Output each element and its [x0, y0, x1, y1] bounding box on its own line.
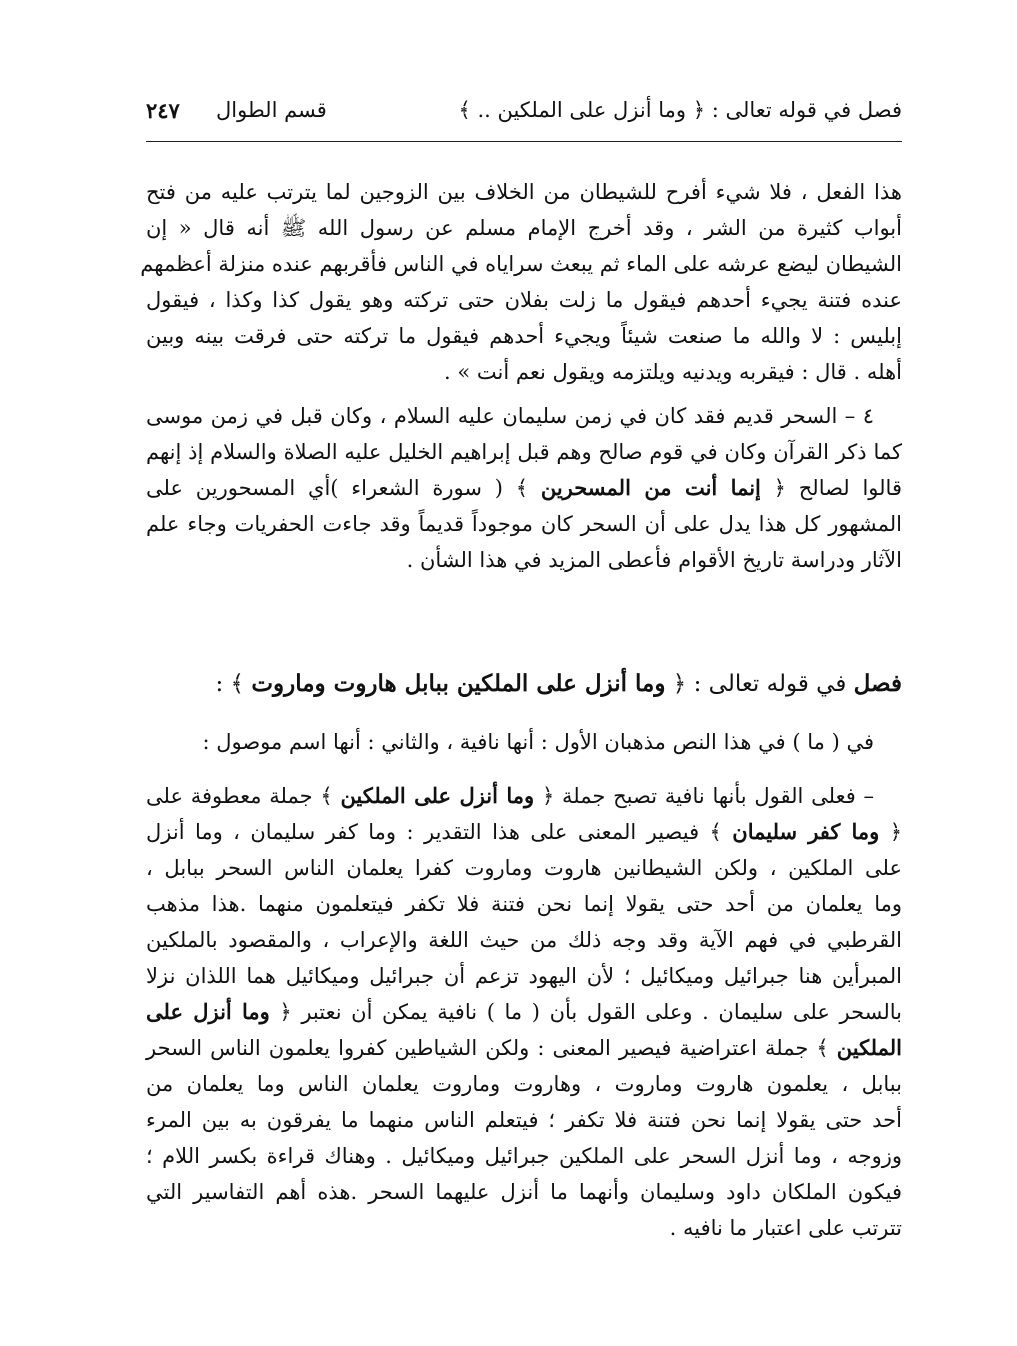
- text-line: [146, 1066, 902, 1102]
- text-line: [146, 886, 902, 922]
- text-segment: الشيطان ليضع عرشه على الماء ثم يبعث سراياه في الناس فأقربهم عنده منزلة أعظمهم: [140, 252, 902, 276]
- text-segment: على الملكين ، ولكن الشيطانين هاروت وماروت كفرا يعلمان الناس السحر ببابل ،: [146, 856, 902, 880]
- text-line: [140, 246, 902, 282]
- quran-verse-text: وما أنزل على: [146, 999, 270, 1024]
- quran-verse-text: وما كفر سليمان: [732, 819, 880, 844]
- text-segment: – فعلى القول بأنها نافية تصبح جملة ﴿: [534, 784, 875, 808]
- text-segment: قالوا لصالح ﴿: [760, 476, 902, 500]
- text-segment: وزوجه ، وما أنزل السحر على الملكين جبرائيل وميكائيل . وهناك قراءة بكسر اللام ؛: [146, 1144, 902, 1168]
- text-line: [146, 354, 902, 390]
- quran-verse-text: وما أنزل على الملكين ببابل هاروت وماروت: [251, 670, 666, 697]
- text-line: [146, 318, 902, 354]
- text-line: [146, 724, 902, 760]
- text-segment: كما ذكر القرآن وكان في قوم صالح وهم قبل إبراهيم الخليل عليه الصلاة والسلام إذ إنهم: [146, 440, 902, 464]
- page-header: [146, 98, 902, 134]
- text-segment: في ( ما ) في هذا النص مذهبان الأول : أنها نافية ، والثاني : أنها اسم موصول :: [202, 730, 874, 754]
- quran-verse-text: إنما أنت من المسحرين: [540, 475, 761, 500]
- text-segment: ﴾ :: [215, 671, 252, 697]
- section-heading: [146, 664, 902, 704]
- text-line: [146, 470, 902, 506]
- section-continuation: [140, 174, 902, 578]
- text-line: [146, 1030, 902, 1066]
- text-segment: ﴾ جملة معطوفة على: [146, 784, 341, 808]
- text-line: [146, 282, 902, 318]
- text-segment: القرطبي في فهم الآية وقد وجه ذلك من حيث اللغة والإعراب ، والمقصود بالملكين: [146, 928, 902, 952]
- text-line: [146, 814, 902, 850]
- text-line: [146, 542, 902, 578]
- text-segment: ﴾ ( سورة الشعراء )أي المسحورين على: [146, 476, 541, 500]
- text-line: [146, 1210, 902, 1246]
- text-segment: عنده فتنة يجيء أحدهم فيقول ما زلت بفلان حتى تركته وهو يقول كذا وكذا ، فيقول: [146, 288, 902, 312]
- text-line: [146, 922, 902, 958]
- paragraph: [140, 174, 902, 390]
- section-title: قسم الطوال: [216, 98, 327, 122]
- text-line: [146, 434, 902, 470]
- text-segment: أحد حتى يقولا إنما نحن فتنة فلا تكفر ؛ فيتعلم الناس منهما ما يفرقون به بين المرء: [146, 1108, 902, 1132]
- text-segment: تترتب على اعتبار ما نافيه .: [669, 1216, 902, 1240]
- text-segment: هذا الفعل ، فلا شيء أفرح للشيطان من الخلاف بين الزوجين لما يترتب عليه من فتح: [146, 180, 902, 204]
- section-body: [146, 724, 902, 1246]
- running-title: فصل في قوله تعالى : ﴿ وما أنزل على الملكين .. ﴾: [458, 98, 902, 122]
- text-line: [146, 1138, 902, 1174]
- paragraph: [146, 778, 902, 1246]
- text-segment: المشهور كل هذا يدل على أن السحر كان موجوداً قديماً وقد جاءت الحفريات وجاء علم: [146, 512, 902, 536]
- text-line: [146, 506, 902, 542]
- text-line: [146, 174, 902, 210]
- quran-verse-text: الملكين: [836, 1035, 902, 1060]
- quran-verse-text: وما أنزل على الملكين: [340, 783, 535, 808]
- paragraph: [146, 724, 902, 760]
- text-segment: ﴾ فيصير المعنى على هذا التقدير : وما كفر سليمان ، وما أنزل: [146, 820, 733, 844]
- text-segment: أبواب كثيرة من الشر ، وقد أخرج الإمام مسلم عن رسول الله ﷺ أنه قال « إن: [146, 216, 902, 240]
- text-line: [146, 778, 902, 814]
- paragraph: [146, 398, 902, 578]
- text-segment: أهله . قال : فيقربه ويدنيه ويلتزمه ويقول نعم أنت » .: [444, 360, 902, 384]
- text-segment: فيكون الملكان داود وسليمان وأنهما ما أنزل عليهما السحر .هذه أهم التفاسير التي: [146, 1180, 902, 1204]
- text-segment: وما يعلمان من أحد حتى يقولا إنما نحن فتنة فلا تكفر فيتعلمون منهما .هذا مذهب: [146, 892, 902, 916]
- quran-verse-text: فصل: [853, 670, 902, 697]
- text-line: [146, 398, 902, 434]
- text-segment: ﴾ جملة اعتراضية فيصير المعنى : ولكن الشياطين كفروا يعلمون الناس السحر: [146, 1036, 837, 1060]
- text-segment: المبرأين هنا جبرائيل وميكائيل ؛ لأن اليهود تزعم أن جبرائيل وميكائيل هما اللذان نزلا: [146, 964, 902, 988]
- text-line: [146, 1174, 902, 1210]
- page-body: [140, 174, 903, 1254]
- text-segment: بالسحر على سليمان . وعلى القول بأن ( ما ) نافية يمكن أن نعتبر ﴿: [269, 1000, 903, 1024]
- header-rule: [146, 141, 902, 142]
- text-line: [146, 210, 902, 246]
- page-number: ٢٤٧: [146, 98, 180, 123]
- text-line: [146, 994, 902, 1030]
- text-segment: في قوله تعالى : ﴿: [665, 671, 854, 697]
- text-segment: الآثار ودراسة تاريخ الأقوام فأعطى المزيد في هذا الشأن .: [406, 548, 902, 572]
- text-segment: إبليس : لا والله ما صنعت شيئاً ويجيء أحدهم فيقول ما تركته حتى فرقت بينه وبين: [146, 324, 902, 348]
- text-segment: ٤ – السحر قديم فقد كان في زمن سليمان عليه السلام ، وكان قبل في زمن موسى: [146, 404, 874, 428]
- text-line: [146, 958, 902, 994]
- text-line: [146, 1102, 902, 1138]
- text-segment: ﴿: [879, 820, 902, 844]
- text-segment: ببابل ، يعلمون هاروت وماروت ، وهاروت وماروت يعلمان الناس وما يعلمان من: [146, 1072, 902, 1096]
- text-line: [146, 850, 902, 886]
